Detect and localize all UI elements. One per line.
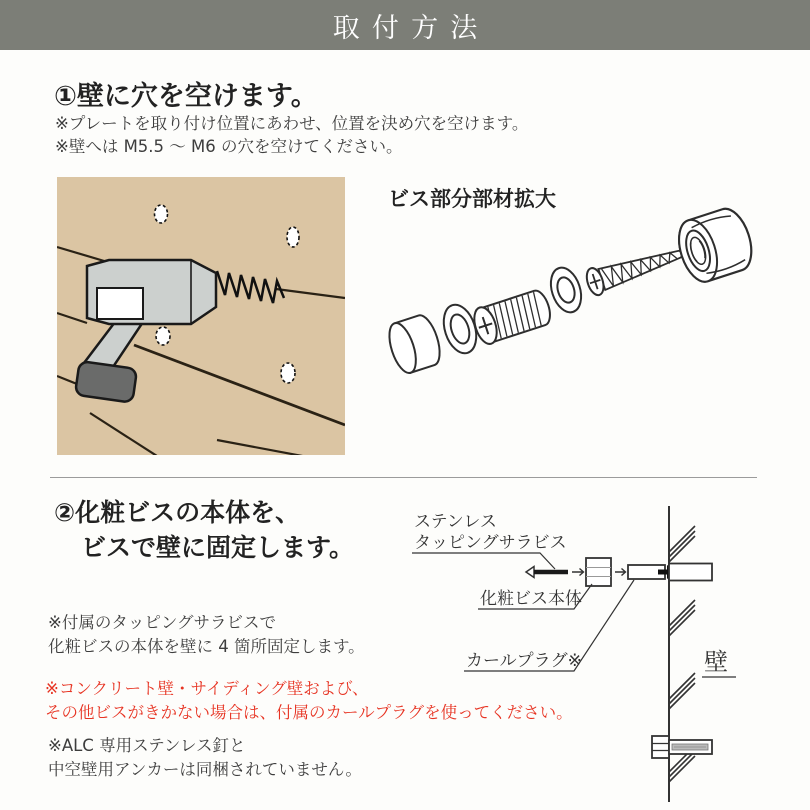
fixture-body-box [586,558,611,586]
step2-diagram [400,500,780,810]
washer-rear-part [546,264,587,316]
step2-heading [54,495,354,565]
cap-part [385,312,445,376]
embedded-plug-box [669,564,712,581]
section-divider [50,477,757,478]
step2-warning-note: ※コンクリート壁・サイディング壁および、 その他ビスがきかない場合は、付属のカールプラグを使ってください。 [45,679,573,722]
installed-screw-icon [652,736,712,758]
label-stainless-screw-line1: ステンレス [414,512,497,532]
label-wall: 壁 [704,648,728,676]
step1-note-2: ※壁へは M5.5 ～ M6 の穴を空けてください。 [55,137,403,156]
wall-drill-illustration [57,177,345,455]
arrow-icon [615,569,626,576]
arrow-icon [572,569,584,576]
tapping-screw-part [584,239,689,297]
nut-part [672,206,758,286]
step2-package-note: ※ALC 専用ステンレス釘と 中空壁用アンカーは同梱されていません。 [48,736,362,779]
step2-heading-line1: ②化粧ビスの本体を、 [54,498,301,527]
threaded-body-part [470,287,554,347]
page-title: 取付方法 [332,12,490,44]
label-plug: カールプラグ※ [466,651,582,671]
label-stainless-screw-line2: タッピングサラビス [414,533,567,553]
step2-fix-note: ※付属のタッピングサラビスで 化粧ビスの本体を壁に 4 箇所固定します。 [48,613,365,656]
screw-parts-diagram [385,206,777,458]
step1-heading: ①壁に穴を空けます。 [54,81,318,112]
diagram-labels [414,512,728,676]
step1-note-1: ※プレートを取り付け位置にあわせ、位置を決め穴を空けます。 [55,114,529,133]
step2-heading-line2: ビスで壁に固定します。 [81,533,355,562]
parts-diagram-title: ビス部分部材拡大 [388,187,556,211]
screw-tip-icon [526,567,534,578]
label-fixture-body: 化粧ビス本体 [480,589,582,609]
header-bar [0,0,810,50]
